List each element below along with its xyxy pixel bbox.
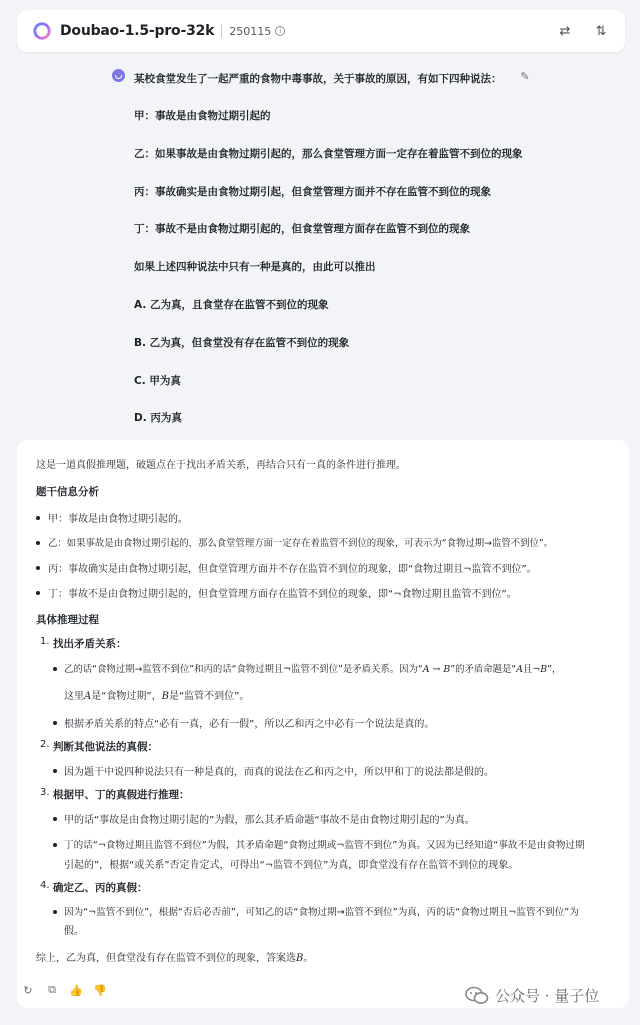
doubao-logo-icon	[33, 22, 51, 40]
info-item-ding: 丁：事故不是由食物过期引起的，但食堂管理方面存在监管不到位的现象，即“¬食物过期且监管不到位”。	[48, 589, 517, 600]
bullet-icon	[53, 910, 57, 914]
step3-jia-line: 甲的话“事故是由食物过期引起的”为假，那么其矛盾命题“事故不是由食物过期引起的”为真。	[64, 815, 475, 826]
step-number: 3.	[40, 787, 50, 798]
question-text: 某校食堂发生了一起严重的食物中毒事故，关于事故的原因，有如下四种说法：	[134, 73, 502, 85]
copy-icon[interactable]: ⧉	[48, 983, 56, 996]
step-number: 1.	[40, 636, 50, 647]
question-prompt: 如果上述四种说法中只有一种是真的，由此可以推出	[134, 261, 376, 273]
edit-icon[interactable]: ✎	[520, 69, 530, 83]
step1-definition-line: 这里A是“食物过期”，B是“监管不到位”。	[64, 691, 250, 702]
step-title: 找出矛盾关系：	[53, 638, 127, 650]
watermark	[465, 985, 599, 1006]
step1-contradiction-line: 乙的话“食物过期→监管不到位”和丙的话“食物过期且¬监管不到位”是矛盾关系。因为“A → B”的矛盾命题是“A且¬B”，	[64, 664, 562, 675]
thumbs-up-icon[interactable]: 👍	[69, 983, 83, 997]
section-title-reasoning: 具体推理过程	[36, 614, 99, 626]
step-title: 确定乙、丙的真假：	[53, 882, 148, 894]
settings-icon[interactable]: ⇅	[595, 23, 607, 39]
statement-bing: 丙：事故确实是由食物过期引起，但食堂管理方面并不存在监管不到位的现象	[134, 186, 491, 198]
statement-yi: 乙：如果事故是由食物过期引起的，那么食堂管理方面一定存在着监管不到位的现象	[134, 148, 523, 160]
bullet-icon	[53, 843, 57, 847]
bullet-icon	[36, 516, 40, 520]
thumbs-down-icon[interactable]: 👎	[93, 983, 107, 997]
conclusion: 综上，乙为真，但食堂没有存在监管不到位的现象，答案选B。	[36, 953, 314, 964]
bullet-icon	[53, 721, 57, 725]
bullet-icon	[53, 769, 57, 773]
user-message	[0, 60, 640, 432]
user-avatar-icon	[112, 69, 125, 82]
option-b: B. 乙为真，但食堂没有存在监管不到位的现象	[134, 337, 350, 349]
swap-icon[interactable]: ⇄	[559, 23, 571, 39]
step1-rule-line: 根据矛盾关系的特点“必有一真，必有一假”，所以乙和丙之中必有一个说法是真的。	[64, 719, 435, 730]
step4-line: 因为“¬监管不到位”，根据“否后必否前”，可知乙的话“食物过期→监管不到位”为真，丙的话“食物过期且¬监管不到位”为	[64, 907, 579, 918]
model-name[interactable]: Doubao-1.5-pro-32k	[60, 23, 215, 39]
step4-line-cont: 假。	[64, 926, 84, 937]
bullet-icon	[53, 667, 57, 671]
statement-jia: 甲：事故是由食物过期引起的	[134, 110, 271, 122]
step-number: 4.	[40, 880, 50, 891]
bullet-icon	[53, 817, 57, 821]
option-a: A. 乙为真，且食堂存在监管不到位的现象	[134, 299, 329, 311]
regenerate-icon[interactable]: ↻	[23, 983, 33, 997]
info-icon[interactable]: i	[275, 26, 285, 36]
bullet-icon	[36, 541, 40, 545]
wechat-icon	[465, 986, 489, 1006]
info-item-yi: 乙：如果事故是由食物过期引起的，那么食堂管理方面一定存在着监管不到位的现象，可表示为“食物过期→监管不到位”。	[48, 538, 554, 549]
assistant-message	[17, 440, 629, 1008]
info-item-jia: 甲：事故是由食物过期引起的。	[48, 514, 188, 525]
bullet-icon	[36, 566, 40, 570]
option-d: D. 丙为真	[134, 412, 182, 424]
top-bar	[17, 10, 625, 52]
divider	[221, 24, 222, 38]
step-number: 2.	[40, 739, 50, 750]
watermark-text: 公众号 · 量子位	[495, 987, 600, 1005]
statement-ding: 丁：事故不是由食物过期引起的，但食堂管理方面存在监管不到位的现象	[134, 223, 470, 235]
info-item-bing: 丙：事故确实是由食物过期引起，但食堂管理方面并不存在监管不到位的现象，即“食物过期且¬监管不到位”。	[48, 564, 537, 575]
step3-ding-line-cont: 引起的”，根据“或关系”否定肯定式，可得出“¬监管不到位”为真，即食堂没有存在监管不到位的现象。	[64, 860, 519, 871]
step2-line: 因为题干中说四种说法只有一种是真的，而真的说法在乙和丙之中，所以甲和丁的说法都是假的。	[64, 767, 494, 778]
step-title: 判断其他说法的真假：	[53, 741, 158, 753]
answer-intro: 这是一道真假推理题，破题点在于找出矛盾关系，再结合只有一真的条件进行推理。	[36, 460, 406, 471]
message-actions	[17, 979, 113, 1001]
step-title: 根据甲、丁的真假进行推理：	[53, 789, 190, 801]
option-c: C. 甲为真	[134, 375, 181, 387]
step3-ding-line: 丁的话“¬食物过期且监管不到位”为假，其矛盾命题“食物过期或¬监管不到位”为真。又因为已经知道“事故不是由食物过期	[64, 840, 585, 851]
model-version: 250115	[229, 24, 272, 38]
section-title-analysis: 题干信息分析	[36, 486, 99, 498]
bullet-icon	[36, 591, 40, 595]
